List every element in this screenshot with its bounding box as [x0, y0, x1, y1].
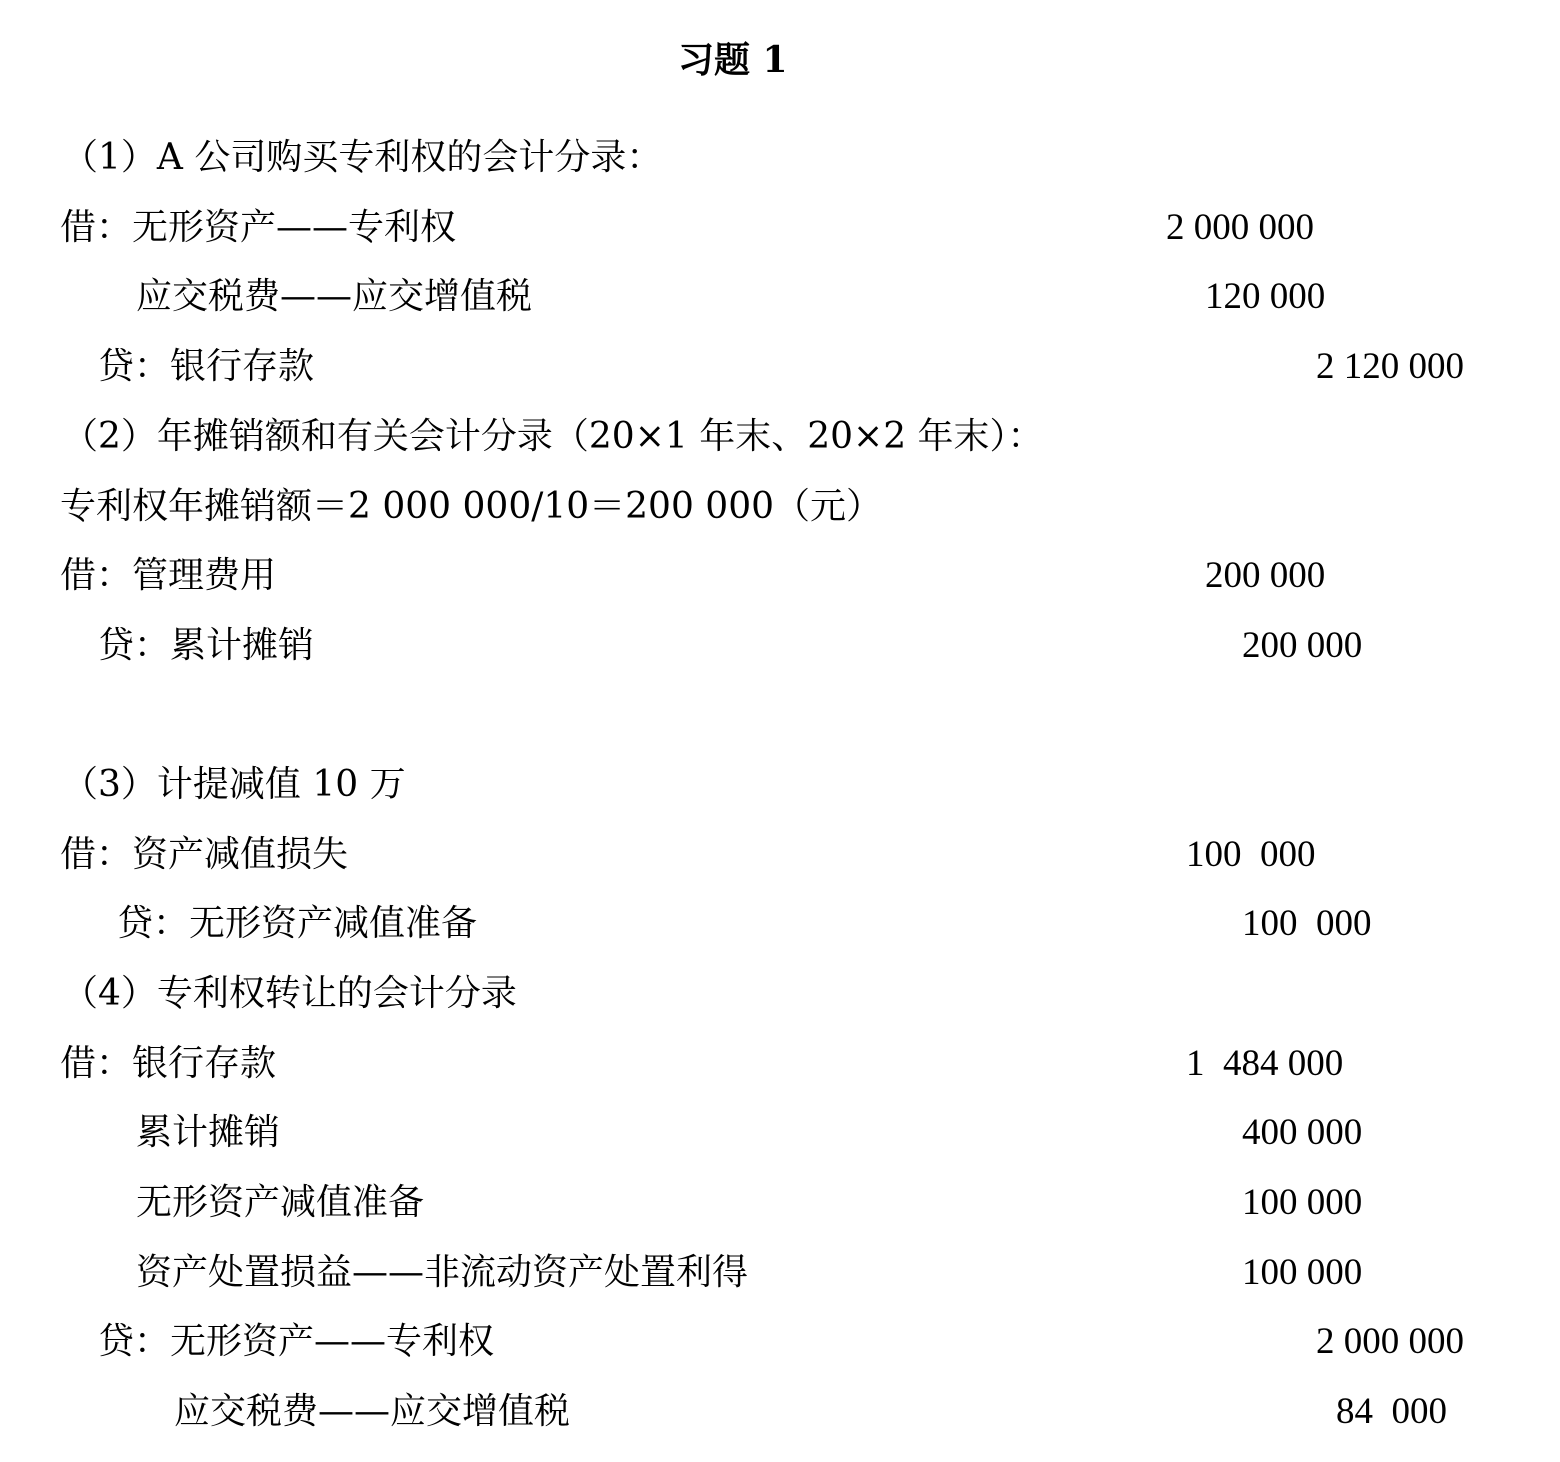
entry-debit-intangible-asset: 借：无形资产——专利权	[60, 207, 457, 248]
entry-debit-vat: 应交税费——应交增值税	[136, 276, 533, 317]
amount-debit-impairment-loss: 100 000	[1186, 834, 1316, 875]
entry-debit-disposal-gain-loss: 资产处置损益——非流动资产处置利得	[136, 1252, 749, 1293]
amount-debit-disposal-gain-loss: 100 000	[1242, 1252, 1363, 1293]
section-1-heading: （1）A 公司购买专利权的会计分录：	[62, 137, 663, 178]
entry-credit-vat: 应交税费——应交增值税	[174, 1391, 571, 1432]
entry-debit-impairment-loss: 借：资产减值损失	[60, 834, 349, 875]
amount-debit-bank-deposit: 1 484 000	[1186, 1043, 1344, 1084]
amount-debit-accumulated-amortization: 400 000	[1242, 1112, 1363, 1153]
entry-credit-bank-deposit: 贷：银行存款	[98, 346, 315, 387]
entry-credit-intangible-asset: 贷：无形资产——专利权	[98, 1321, 495, 1362]
entry-debit-accumulated-amortization: 累计摊销	[136, 1112, 281, 1153]
amount-credit-vat: 84 000	[1336, 1391, 1447, 1432]
section-3-heading: （3）计提减值 10 万	[62, 764, 406, 805]
amount-debit-vat: 120 000	[1205, 276, 1326, 317]
section-4-heading: （4）专利权转让的会计分录	[62, 973, 517, 1014]
amount-debit-impairment-provision: 100 000	[1242, 1182, 1363, 1223]
entry-credit-impairment-provision: 贷：无形资产减值准备	[117, 903, 478, 944]
amount-credit-impairment-provision: 100 000	[1242, 903, 1372, 944]
entry-credit-accumulated-amortization: 贷：累计摊销	[98, 625, 315, 666]
entry-debit-admin-expense: 借：管理费用	[60, 555, 277, 596]
amount-credit-accumulated-amortization: 200 000	[1242, 625, 1363, 666]
entry-debit-impairment-provision: 无形资产减值准备	[136, 1182, 425, 1223]
entry-debit-bank-deposit: 借：银行存款	[60, 1043, 277, 1084]
amount-debit-intangible-asset: 2 000 000	[1166, 207, 1314, 248]
amount-debit-admin-expense: 200 000	[1205, 555, 1326, 596]
amount-credit-bank-deposit: 2 120 000	[1316, 346, 1464, 387]
amortization-formula: 专利权年摊销额＝2 000 000/10＝200 000（元）	[60, 486, 883, 527]
amount-credit-intangible-asset: 2 000 000	[1316, 1321, 1464, 1362]
section-2-heading: （2）年摊销额和有关会计分录（20×1 年末、20×2 年末）：	[62, 416, 1044, 457]
page-title: 习题 1	[678, 39, 788, 81]
